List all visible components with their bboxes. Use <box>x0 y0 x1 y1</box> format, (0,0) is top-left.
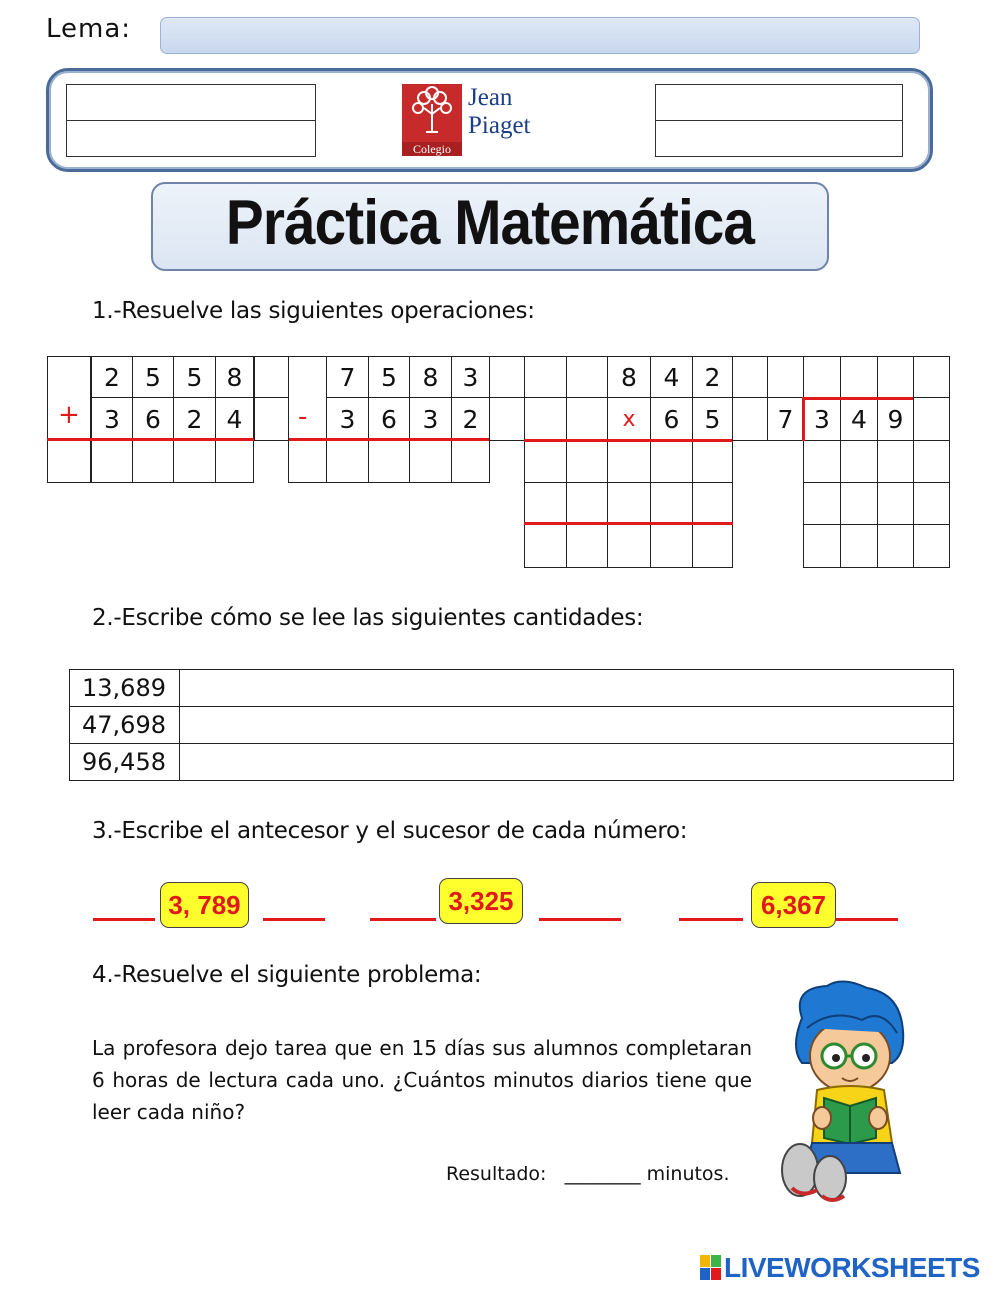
successor-blank[interactable] <box>539 918 621 921</box>
division-work-cell[interactable] <box>803 482 841 525</box>
division-work-cell[interactable] <box>877 524 914 568</box>
division-work-cell[interactable] <box>840 524 878 568</box>
subtraction-bottom-digit: 6 <box>368 397 410 441</box>
subtraction-answer-cell[interactable] <box>288 440 327 483</box>
words-answer-cell[interactable] <box>180 670 954 707</box>
number-cell: 96,458 <box>70 744 180 781</box>
result-line <box>446 1163 730 1185</box>
result-label: Resultado: <box>446 1163 547 1185</box>
addition-sign: + <box>58 400 80 430</box>
multiplication-answer-cell[interactable] <box>524 482 567 525</box>
addition-bottom-digit: 6 <box>132 397 174 441</box>
division-work-cell[interactable] <box>913 440 950 483</box>
number-cell: 13,689 <box>70 670 180 707</box>
name-grade-fields-right <box>655 84 903 157</box>
lema-label: Lema: <box>46 14 132 44</box>
reading-boy-illustration <box>772 978 922 1203</box>
division-work-cell[interactable] <box>840 440 878 483</box>
division-cell <box>767 356 804 398</box>
grid-spacer-cell <box>489 356 525 398</box>
addition-top-digit: 8 <box>215 356 254 398</box>
words-answer-cell[interactable] <box>180 707 954 744</box>
addition-bottom-digit: 3 <box>91 397 133 441</box>
grid-spacer-cell <box>732 397 768 441</box>
multiplication-top-digit: 4 <box>650 356 693 398</box>
grid-spacer-cell <box>254 397 289 441</box>
division-work-cell[interactable] <box>803 440 841 483</box>
subtraction-top-digit: 7 <box>326 356 369 398</box>
multiplication-sign: x <box>607 397 651 441</box>
division-bracket-side <box>802 397 805 441</box>
score-field[interactable] <box>656 121 902 157</box>
word-problem-text: La profesora dejo tarea que en 15 días sus alumnos completaran 6 horas de lectura cada uno. ¿Cuántos minutos diarios tiene que leer cada niño? <box>92 1036 752 1124</box>
subtraction-top-digit: 3 <box>451 356 490 398</box>
name-grade-fields-left <box>66 84 316 157</box>
grid-spacer-cell <box>489 397 525 441</box>
subtraction-bottom-digit: 3 <box>409 397 452 441</box>
division-quotient-cell[interactable] <box>803 356 841 398</box>
addition-bottom-digit: 4 <box>215 397 254 441</box>
multiplication-answer-cell[interactable] <box>607 524 651 568</box>
division-work-cell[interactable] <box>913 482 950 525</box>
addition-result-line <box>47 438 254 441</box>
grid-spacer-cell <box>254 356 289 398</box>
subtraction-sign: - <box>298 402 308 432</box>
addition-top-digit: 5 <box>173 356 216 398</box>
school-name <box>468 84 531 140</box>
multiplication-result-line <box>524 439 733 442</box>
division-divisor: 7 <box>767 397 804 441</box>
multiplication-sum-line <box>524 522 733 525</box>
division-work-cell[interactable] <box>913 524 950 568</box>
division-quotient-cell[interactable] <box>840 356 878 398</box>
multiplication-answer-cell[interactable] <box>524 440 567 483</box>
division-work-cell[interactable] <box>877 482 914 525</box>
multiplication-cell <box>566 356 608 398</box>
words-answer-cell[interactable] <box>180 744 954 781</box>
number-badge: 3, 789 <box>160 882 249 928</box>
liveworksheets-brand: LIVEWORKSHEETS <box>724 1252 980 1283</box>
subtraction-top-digit: 5 <box>368 356 410 398</box>
page-title: Práctica Matemática <box>225 188 755 258</box>
school-type: Colegio <box>402 142 462 156</box>
addition-answer-cell[interactable] <box>91 440 133 483</box>
number-badge: 3,325 <box>439 878 523 924</box>
multiplication-top-digit: 2 <box>692 356 733 398</box>
subtraction-bottom-digit: 2 <box>451 397 490 441</box>
division-cell <box>913 397 950 441</box>
tree-icon <box>402 84 462 142</box>
addition-answer-cell[interactable] <box>215 440 254 483</box>
multiplication-answer-cell[interactable] <box>692 482 733 525</box>
multiplication-cell <box>524 397 567 441</box>
successor-blank[interactable] <box>263 918 325 921</box>
subtraction-top-digit: 8 <box>409 356 452 398</box>
date-field[interactable] <box>656 85 902 121</box>
multiplication-answer-cell[interactable] <box>650 524 693 568</box>
result-blank[interactable]: ________ <box>564 1163 641 1185</box>
addition-top-digit: 5 <box>132 356 174 398</box>
grid-spacer-cell <box>732 356 768 398</box>
addition-bottom-digit: 2 <box>173 397 216 441</box>
division-work-cell[interactable] <box>877 440 914 483</box>
multiplication-answer-cell[interactable] <box>566 440 608 483</box>
addition-top-digit: 2 <box>91 356 133 398</box>
table-row <box>70 744 954 781</box>
result-unit: minutos. <box>646 1163 730 1185</box>
division-cell <box>913 356 950 398</box>
predecessor-blank[interactable] <box>93 918 155 921</box>
multiplication-answer-cell[interactable] <box>692 440 733 483</box>
successor-blank[interactable] <box>836 918 898 921</box>
multiplication-answer-cell[interactable] <box>692 524 733 568</box>
division-bracket-top <box>803 397 913 400</box>
liveworksheets-logo-icon <box>700 1255 722 1281</box>
predecessor-blank[interactable] <box>679 918 743 921</box>
addition-answer-cell[interactable] <box>132 440 174 483</box>
multiplication-answer-cell[interactable] <box>607 440 651 483</box>
addition-answer-cell[interactable] <box>47 440 91 483</box>
school-name-line2: Piaget <box>468 112 531 139</box>
addition-answer-cell[interactable] <box>173 440 216 483</box>
subtraction-answer-cell[interactable] <box>326 440 369 483</box>
subtraction-answer-cell[interactable] <box>368 440 410 483</box>
table-row <box>70 670 954 707</box>
multiplication-cell <box>524 356 567 398</box>
division-work-cell[interactable] <box>840 482 878 525</box>
number-badge: 6,367 <box>751 882 836 928</box>
multiplication-answer-cell[interactable] <box>566 482 608 525</box>
multiplication-cell <box>566 397 608 441</box>
question-4-prompt: 4.-Resuelve el siguiente problema: <box>92 962 482 988</box>
grade-field[interactable] <box>67 121 315 157</box>
division-dividend-digit: 9 <box>877 397 914 441</box>
multiplication-answer-cell[interactable] <box>607 482 651 525</box>
predecessor-blank[interactable] <box>370 918 436 921</box>
question-3-prompt: 3.-Escribe el antecesor y el sucesor de cada número: <box>92 818 688 844</box>
number-cell: 47,698 <box>70 707 180 744</box>
multiplication-answer-cell[interactable] <box>650 482 693 525</box>
question-1-prompt: 1.-Resuelve las siguientes operaciones: <box>92 298 535 324</box>
multiplication-top-digit: 8 <box>607 356 651 398</box>
multiplication-answer-cell[interactable] <box>524 524 567 568</box>
school-emblem <box>402 84 462 156</box>
school-name-line1: Jean <box>468 84 513 111</box>
lema-input[interactable] <box>160 17 920 54</box>
name-field[interactable] <box>67 85 315 121</box>
subtraction-result-line <box>288 438 490 441</box>
number-words-table <box>69 669 954 781</box>
division-work-cell[interactable] <box>803 524 841 568</box>
subtraction-answer-cell[interactable] <box>409 440 452 483</box>
division-dividend-digit: 4 <box>840 397 878 441</box>
multiplication-answer-cell[interactable] <box>650 440 693 483</box>
question-2-prompt: 2.-Escribe cómo se lee las siguientes cantidades: <box>92 605 644 631</box>
division-dividend-digit: 3 <box>803 397 841 441</box>
multiplication-bottom-digit: 5 <box>692 397 733 441</box>
table-row <box>70 707 954 744</box>
division-quotient-cell[interactable] <box>877 356 914 398</box>
subtraction-answer-cell[interactable] <box>451 440 490 483</box>
subtraction-bottom-digit: 3 <box>326 397 369 441</box>
school-logo <box>402 84 562 156</box>
multiplication-answer-cell[interactable] <box>566 524 608 568</box>
multiplication-bottom-digit: 6 <box>650 397 693 441</box>
